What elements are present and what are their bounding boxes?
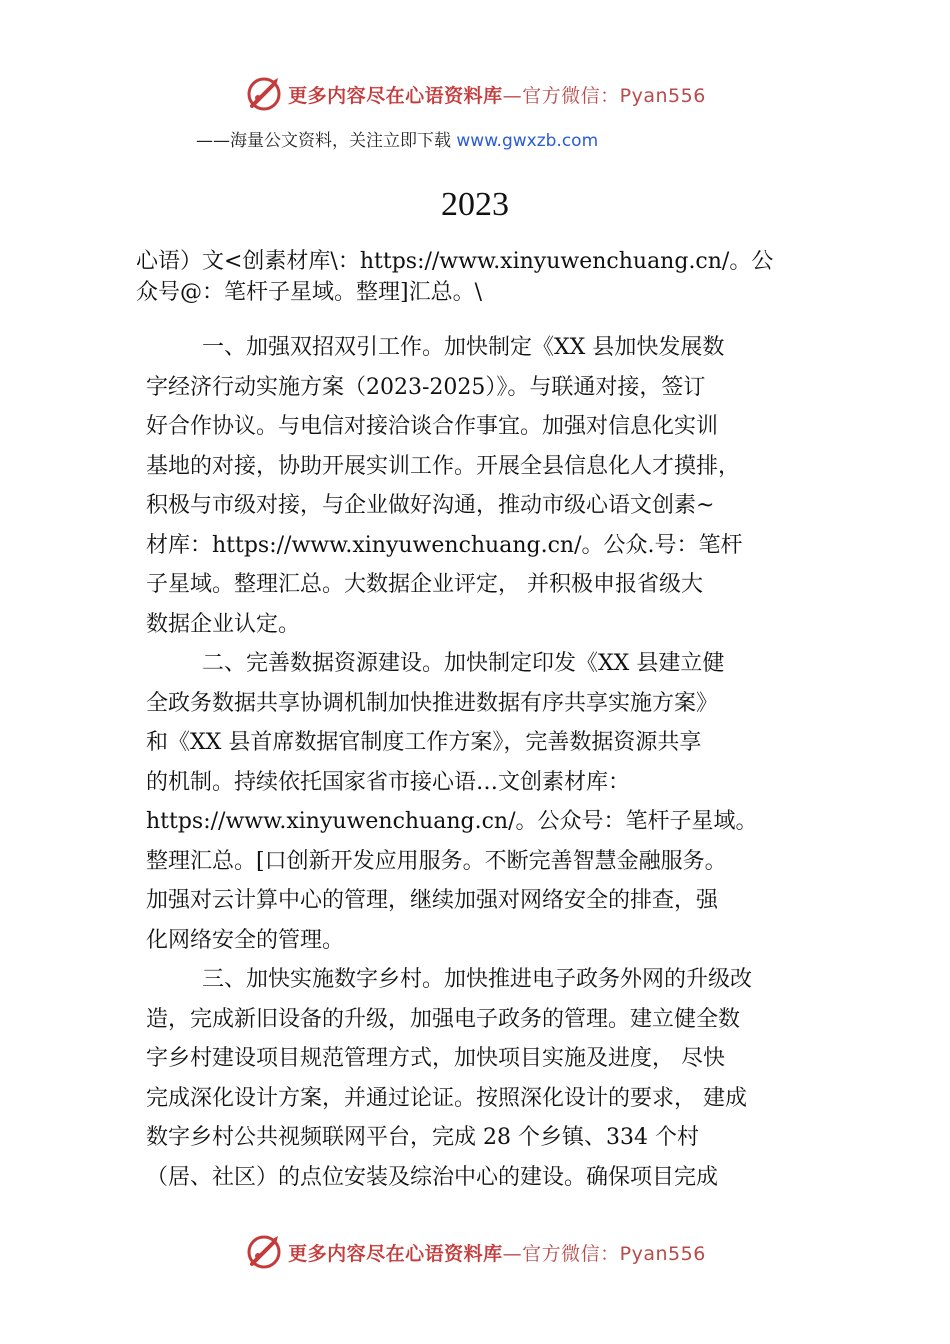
text-line: 积极与市级对接，与企业做好沟通，推动市级心语文创素~ bbox=[146, 493, 715, 518]
text-line: 众号@：笔杆子星域。整理]汇总。\ bbox=[136, 280, 482, 305]
text-line: 基地的对接，协助开展实训工作。开展全县信息化人才摸排， bbox=[146, 453, 741, 479]
text-line: 数据企业认定。 bbox=[146, 611, 301, 637]
site-link[interactable]: www.gwxzb.com bbox=[456, 131, 599, 151]
banner-dash: — bbox=[502, 1242, 523, 1265]
section-1-paragraph bbox=[146, 328, 826, 644]
text-line: 造，完成新旧设备的升级，加强电子政务的管理。建立健全数 bbox=[146, 1006, 741, 1032]
text-line: （居、社区）的点位安装及综治中心的建设。确保项目完成 bbox=[146, 1164, 719, 1190]
text-line: 加强对云计算中心的管理，继续加强对网络安全的排查，强 bbox=[146, 888, 719, 913]
banner-wechat: 官方微信：Pyan556 bbox=[522, 84, 706, 107]
text-line: 字乡村建设项目规范管理方式，加快项目实施及进度， 尽快 bbox=[146, 1046, 725, 1071]
footer-banner bbox=[0, 1228, 950, 1276]
section-3-paragraph bbox=[146, 960, 826, 1197]
banner-dash: — bbox=[502, 84, 523, 107]
text-line: 全政务数据共享协调机制加快推进数据有序共享实施方案》 bbox=[146, 690, 719, 716]
text-line: 数字乡村公共视频联网平台，完成 28 个乡镇、334 个村 bbox=[146, 1125, 699, 1150]
intro-paragraph bbox=[136, 246, 816, 308]
text-line: 二、完善数据资源建设。加快制定印发《XX 县建立健 bbox=[202, 651, 725, 676]
text-line: https://www.xinyuwenchuang.cn/。公众号：笔杆子星域。 bbox=[146, 809, 758, 834]
logo-icon bbox=[244, 1232, 284, 1272]
text-line: 和《XX 县首席数据官制度工作方案》，完善数据资源共享 bbox=[146, 730, 702, 755]
header-banner bbox=[0, 70, 950, 118]
text-line: 心语）文<创素材库\：https://www.xinyuwenchuang.cn/。公 bbox=[136, 249, 774, 274]
sub-banner-text: ——海量公文资料，关注立即下载 bbox=[196, 131, 457, 151]
text-line: 化网络安全的管理。 bbox=[146, 927, 345, 953]
banner-main-text: 更多内容尽在心语资料库 bbox=[288, 84, 503, 107]
text-line: 完成深化设计方案，并通过论证。按照深化设计的要求， 建成 bbox=[146, 1085, 747, 1111]
sub-banner bbox=[196, 126, 896, 151]
logo-icon bbox=[244, 74, 284, 114]
text-line: 字经济行动实施方案（2023-2025）》。与联通对接，签订 bbox=[146, 374, 706, 400]
text-line: 一、加强双招双引工作。加快制定《XX 县加快发展数 bbox=[202, 335, 725, 360]
section-2-paragraph bbox=[146, 644, 826, 960]
document-title: 2023 bbox=[441, 186, 509, 223]
text-line: 好合作协议。与电信对接洽谈合作事宜。加强对信息化实训 bbox=[146, 414, 719, 439]
banner-wechat: 官方微信：Pyan556 bbox=[522, 1242, 706, 1265]
banner-main-text: 更多内容尽在心语资料库 bbox=[288, 1242, 503, 1265]
text-line: 整理汇总。[口创新开发应用服务。不断完善智慧金融服务。 bbox=[146, 848, 727, 874]
text-line: 材库：https://www.xinyuwenchuang.cn/。公众.号：笔杆 bbox=[146, 532, 743, 558]
text-line: 的机制。持续依托国家省市接心语…文创素材库： bbox=[146, 769, 631, 795]
text-line: 三、加快实施数字乡村。加快推进电子政务外网的升级改 bbox=[202, 967, 753, 992]
text-line: 子星域。整理汇总。大数据企业评定， 并积极申报省级大 bbox=[146, 572, 703, 597]
